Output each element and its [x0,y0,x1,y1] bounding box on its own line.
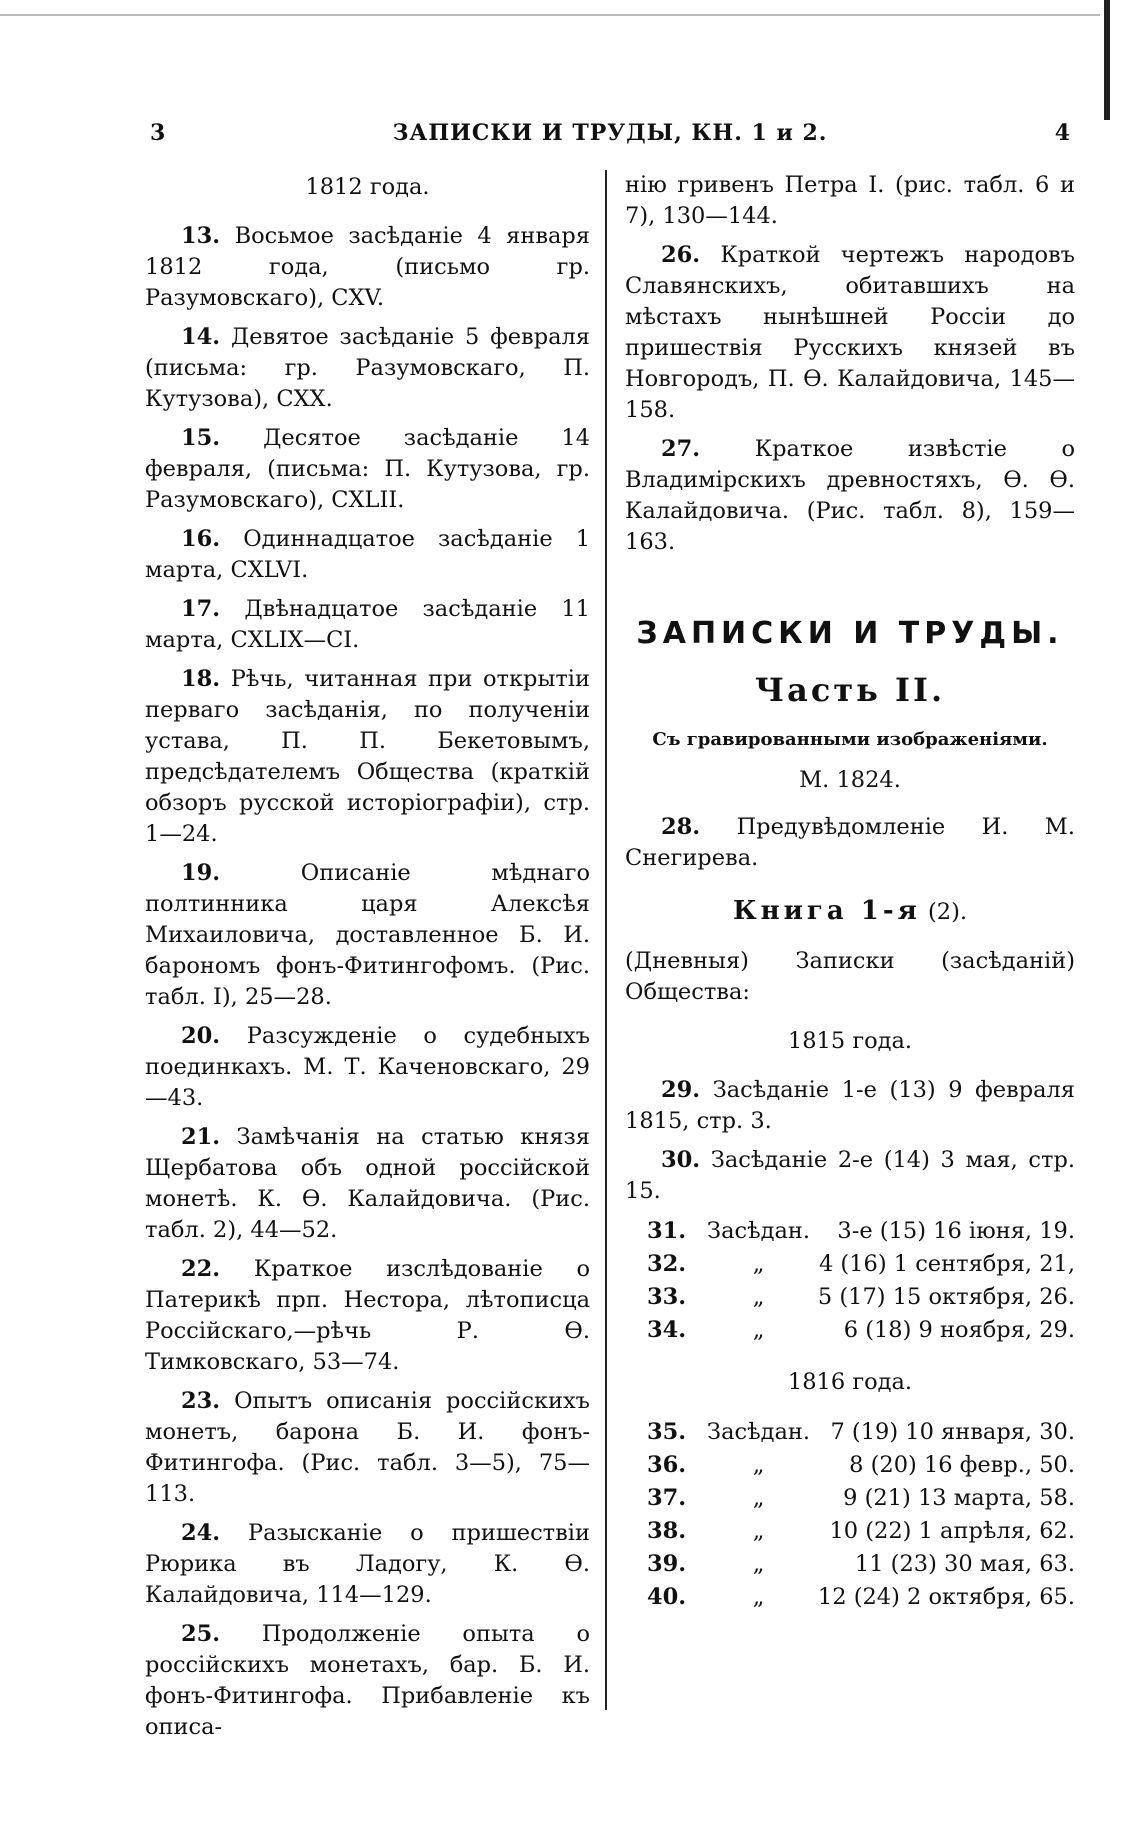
item-text: Краткое изслѣдованіе о Патерикѣ прп. Нестора, лѣтописца Россійскаго,—рѣчь Р. Ѳ. Тимковскаго, 53—74. [145,1256,590,1375]
session-row [625,1482,1075,1515]
item-number: 16. [181,526,221,552]
session-details: 5 (17) 15 октября, 26. [817,1284,1075,1310]
item-text: Десятое засѣданіе 14 февраля, (письма: П. Кутузова, гр. Разумовскаго), CXLII. [145,425,591,513]
session-details: 3-е (15) 16 іюня, 19. [837,1218,1075,1244]
part-subtitle: Съ гравированными изображеніями. [652,729,1048,750]
item-text: Предувѣдомленіе И. М. Снегирева. [625,814,1075,871]
session-details: 10 (22) 1 апрѣля, 62. [829,1518,1075,1544]
session-row [625,1215,1075,1248]
section-title: ЗАПИСКИ И ТРУДЫ. [636,616,1064,651]
list-item [145,858,590,1013]
item-number: 26. [661,242,701,268]
left-column [145,170,590,1751]
session-number: 32. [647,1251,687,1277]
session-number: 35. [647,1419,687,1445]
list-item [145,1021,590,1114]
sessions-table-1815 [625,1215,1075,1347]
item-number: 15. [181,425,221,451]
session-details: 8 (20) 16 февр., 50. [849,1452,1075,1478]
continuation-text: нію гривенъ Петра I. (рис. табл. 6 и 7), 130—144. [625,172,1075,229]
year-heading-1812: 1812 года. [305,174,430,200]
list-item [145,664,590,850]
item-number: 21. [181,1124,221,1150]
item-number: 30. [661,1147,701,1173]
item-number: 28. [661,814,701,840]
list-item [145,221,590,314]
session-number: 31. [647,1218,687,1244]
item-number: 22. [181,1256,221,1282]
item-text: Одиннадцатое засѣданіе 1 марта, CXLVI. [145,526,591,583]
book-label: Книга 1-я [732,896,921,926]
session-details: 11 (23) 30 мая, 63. [854,1551,1075,1577]
item-text: Двѣнадцатое засѣданіе 11 марта, CXLIX—CI. [145,596,590,653]
session-number: 34. [647,1317,687,1343]
item-text: Опытъ описанія россійскихъ монетъ, барона Б. И. фонъ-Фитингофа. (Рис. табл. 3—5), 75—113. [145,1388,591,1507]
session-row [625,1449,1075,1482]
book-heading [625,896,1075,928]
item-text: Засѣданіе 1-е (13) 9 февраля 1815, стр. 3. [625,1077,1076,1134]
item-text: Замѣчанія на статью князя Щербатова объ одной россійской монетѣ. К. Ѳ. Калайдовича. (Рис. табл. 2), 44—52. [145,1124,591,1243]
item-number: 24. [181,1520,221,1546]
session-row [625,1515,1075,1548]
session-row [625,1416,1075,1449]
item-text: Описаніе мѣднаго полтинника царя Алексѣя Михаиловича, доставленное Б. И. барономъ фонъ-Фитингофомъ. (Рис. табл. I), 25—28. [145,860,590,1010]
scan-edge-right [1104,0,1110,120]
item-text: Засѣданіе 2-е (14) 3 мая, стр. 15. [625,1147,1075,1204]
item-text: Разысканіе о пришествіи Рюрика въ Ладогу, К. Ѳ. Калайдовича, 114—129. [145,1520,590,1608]
session-row [625,1281,1075,1314]
item-number: 25. [181,1621,221,1647]
session-kind: „ [752,1317,765,1343]
column-divider [605,170,607,1710]
session-details: 7 (19) 10 января, 30. [830,1419,1075,1445]
list-item [145,423,590,516]
session-row [625,1548,1075,1581]
list-item [625,1075,1075,1137]
session-kind: „ [752,1551,765,1577]
session-kind: „ [752,1251,765,1277]
session-details: 6 (18) 9 ноября, 29. [843,1317,1075,1343]
list-item [625,434,1075,558]
item-text: Рѣчь, читанная при открытіи перваго засѣданія, по полученіи устава, П. П. Бекетовымъ, предсѣдателемъ Общества (краткій обзоръ русской исторіографіи), стр. 1—24. [145,666,590,847]
session-kind: Засѣдан. [707,1218,811,1244]
session-kind: „ [752,1584,765,1610]
item-number: 27. [661,436,701,462]
session-row [625,1248,1075,1281]
year-heading-1816: 1816 года. [787,1369,913,1395]
session-kind: „ [752,1518,765,1544]
list-item [145,1122,590,1246]
scan-edge-top [0,14,1100,16]
page-number-right: 4 [1054,120,1070,146]
item-number: 14. [181,324,221,350]
list-item [625,1145,1075,1207]
session-number: 33. [647,1284,687,1310]
session-kind: Засѣдан. [707,1419,811,1445]
right-column [625,170,1075,1614]
session-details: 4 (16) 1 сентября, 21, [818,1251,1075,1277]
item-number: 20. [181,1023,221,1049]
year-heading-1815: 1815 года. [787,1028,913,1054]
list-item [145,594,590,656]
item-text: Продолженіе опыта о россійскихъ монетахъ, бар. Б. И. фонъ-Фитингофа. Прибавленіе къ описа- [145,1621,590,1740]
item-number: 19. [181,860,221,886]
item-number: 13. [181,223,221,249]
list-item [625,812,1075,874]
item-text: Краткой чертежъ народовъ Славянскихъ, обитавшихъ на мѣстахъ нынѣшней Россіи до пришествія Русскихъ князей въ Новгородъ, П. Ѳ. Калайдовича, 145—158. [625,242,1076,423]
page-number-left: 3 [150,120,166,146]
item-text: Краткое извѣстіе о Владимірскихъ древностяхъ, Ѳ. Ѳ. Калайдовича. (Рис. табл. 8), 159—163. [625,436,1075,555]
item-number: 17. [181,596,221,622]
running-title: ЗАПИСКИ И ТРУДЫ, КН. 1 и 2. [392,120,828,146]
session-details: 12 (24) 2 октября, 65. [817,1584,1075,1610]
session-row [625,1314,1075,1347]
list-item [625,240,1075,426]
item-text: Восьмое засѣданіе 4 января 1812 года, (письмо гр. Разумовскаго), CXV. [145,223,590,311]
part-title: Часть II. [754,671,946,709]
session-number: 36. [647,1452,687,1478]
list-item [145,1619,590,1743]
item-number: 29. [661,1077,701,1103]
list-item [145,1386,590,1510]
list-item [145,524,590,586]
session-number: 38. [647,1518,687,1544]
item-number: 23. [181,1388,221,1414]
imprint: М. 1824. [799,767,901,793]
session-details: 9 (21) 13 марта, 58. [843,1485,1075,1511]
session-kind: „ [752,1485,765,1511]
session-kind: „ [752,1452,765,1478]
session-row [625,1581,1075,1614]
book-suffix: (2). [928,899,968,925]
list-item [145,322,590,415]
running-header [150,120,1070,160]
session-number: 40. [647,1584,687,1610]
item-number: 18. [181,666,221,692]
session-number: 37. [647,1485,687,1511]
sessions-table-1816 [625,1416,1075,1614]
list-item [145,1254,590,1378]
session-number: 39. [647,1551,687,1577]
session-kind: „ [752,1284,765,1310]
item-text: Разсужденіе о судебныхъ поединкахъ. М. Т. Каченовскаго, 29—43. [145,1023,591,1111]
daily-notes-heading: (Дневныя) Записки (засѣданій) Общества: [625,948,1075,1005]
list-item [145,1518,590,1611]
item-text: Девятое засѣданіе 5 февраля (письма: гр. Разумовскаго, П. Кутузова), CXX. [145,324,590,412]
